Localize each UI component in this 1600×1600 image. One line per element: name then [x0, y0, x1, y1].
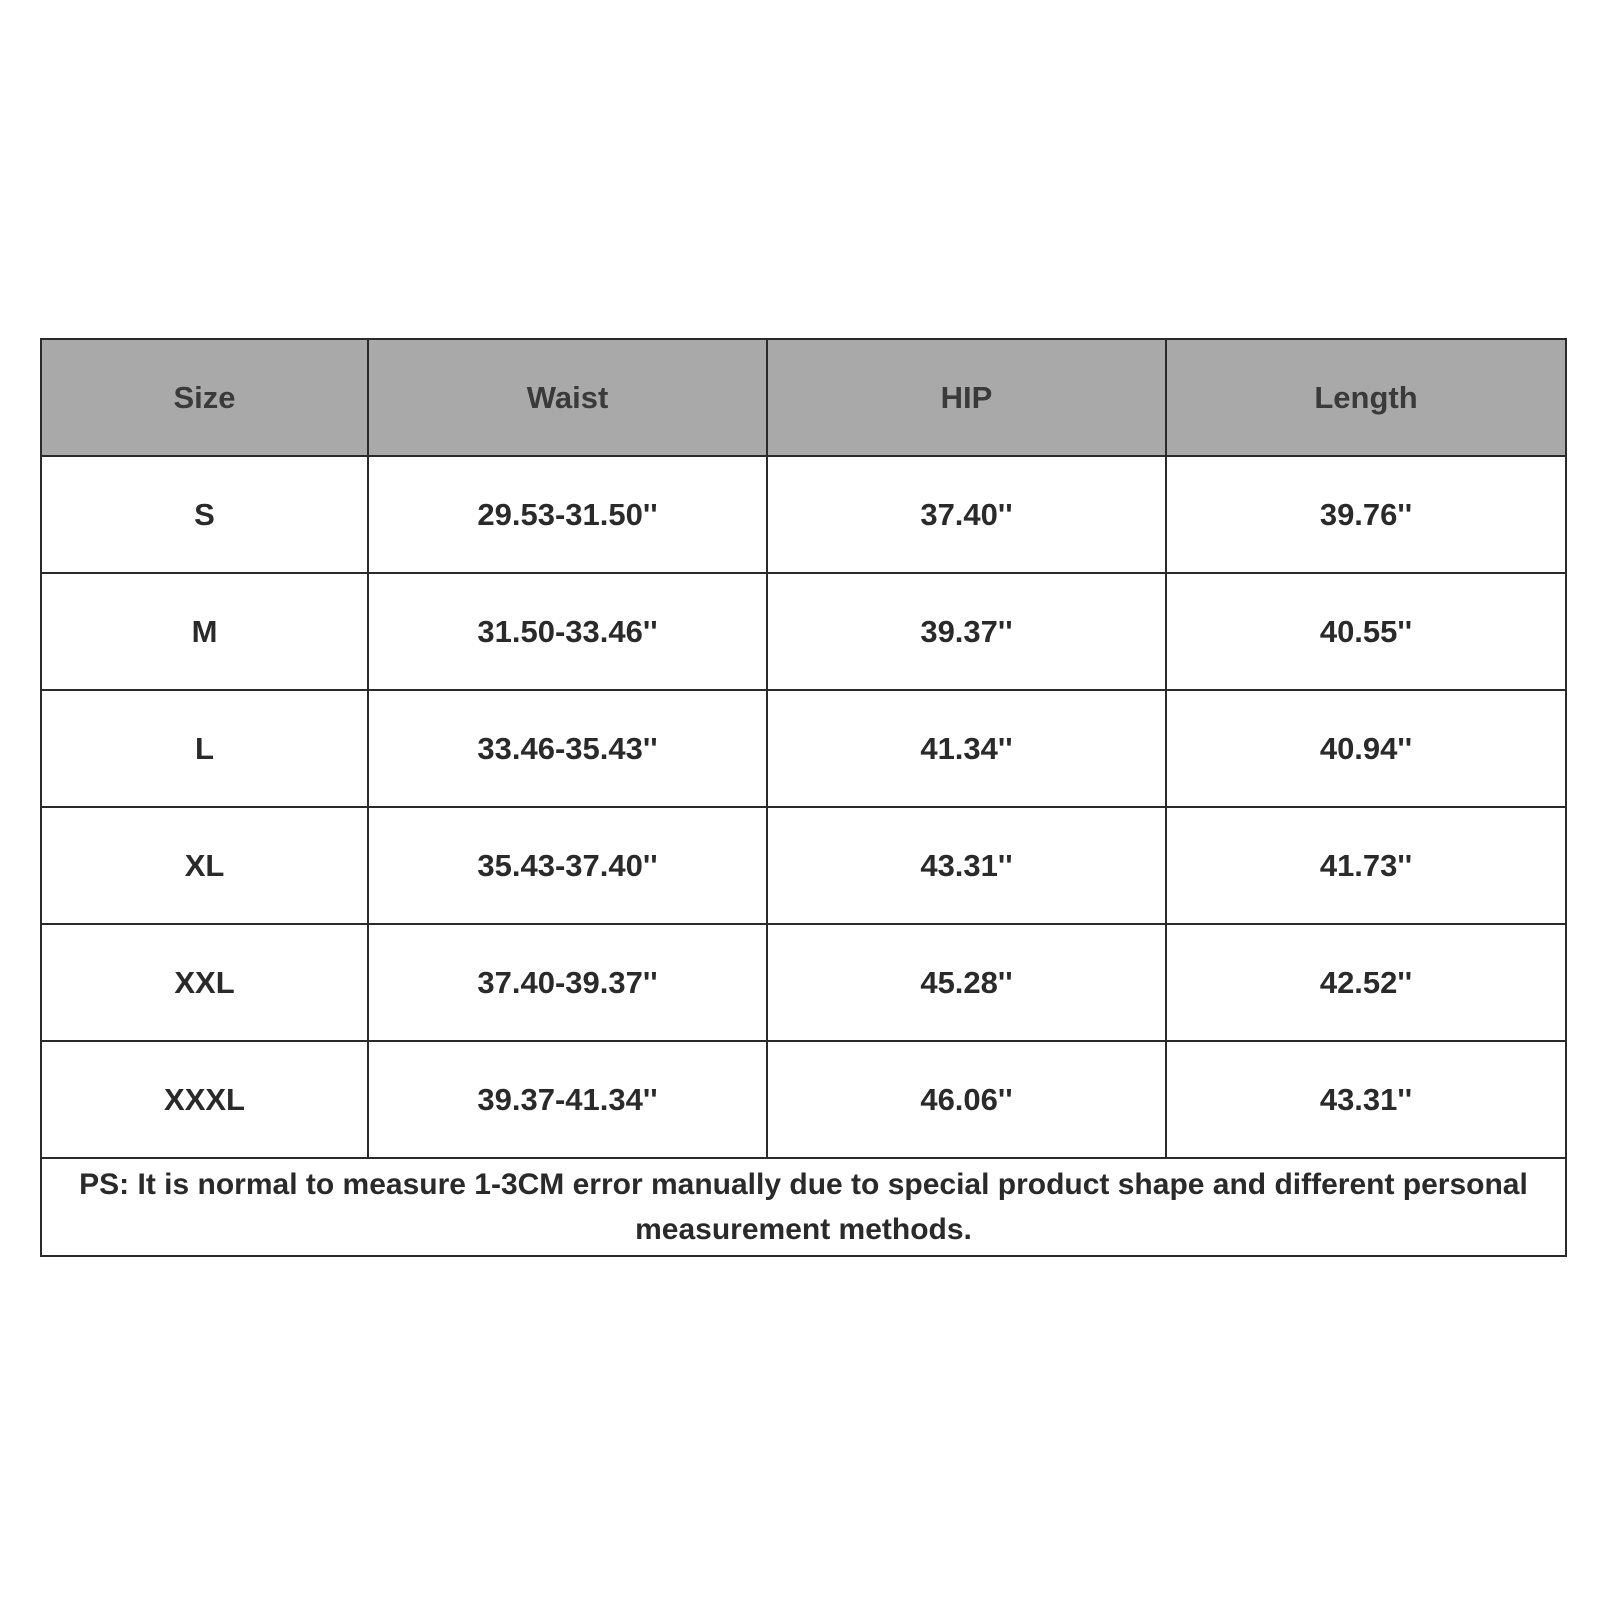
header-length: Length: [1166, 339, 1566, 456]
cell-hip: 37.40'': [767, 456, 1166, 573]
table-row: [41, 1041, 1566, 1158]
cell-hip: 45.28'': [767, 924, 1166, 1041]
cell-hip: 46.06'': [767, 1041, 1166, 1158]
table-row: [41, 807, 1566, 924]
cell-waist: 33.46-35.43'': [368, 690, 767, 807]
cell-hip: 39.37'': [767, 573, 1166, 690]
note-row: [41, 1158, 1566, 1256]
cell-size: S: [41, 456, 368, 573]
cell-length: 39.76'': [1166, 456, 1566, 573]
cell-length: 42.52'': [1166, 924, 1566, 1041]
cell-waist: 29.53-31.50'': [368, 456, 767, 573]
cell-size: M: [41, 573, 368, 690]
cell-length: 41.73'': [1166, 807, 1566, 924]
header-size: Size: [41, 339, 368, 456]
cell-length: 40.55'': [1166, 573, 1566, 690]
cell-waist: 35.43-37.40'': [368, 807, 767, 924]
cell-size: XXL: [41, 924, 368, 1041]
table-row: [41, 456, 1566, 573]
cell-waist: 31.50-33.46'': [368, 573, 767, 690]
measurement-note: PS: It is normal to measure 1-3CM error manually due to special product shape and different personal measurement methods.: [41, 1158, 1566, 1256]
header-row: [41, 339, 1566, 456]
cell-hip: 41.34'': [767, 690, 1166, 807]
cell-length: 40.94'': [1166, 690, 1566, 807]
cell-size: XL: [41, 807, 368, 924]
table-row: [41, 690, 1566, 807]
size-chart-table: [40, 338, 1567, 1257]
table-row: [41, 924, 1566, 1041]
cell-size: XXXL: [41, 1041, 368, 1158]
cell-hip: 43.31'': [767, 807, 1166, 924]
table-row: [41, 573, 1566, 690]
header-waist: Waist: [368, 339, 767, 456]
cell-size: L: [41, 690, 368, 807]
cell-waist: 39.37-41.34'': [368, 1041, 767, 1158]
cell-length: 43.31'': [1166, 1041, 1566, 1158]
cell-waist: 37.40-39.37'': [368, 924, 767, 1041]
header-hip: HIP: [767, 339, 1166, 456]
